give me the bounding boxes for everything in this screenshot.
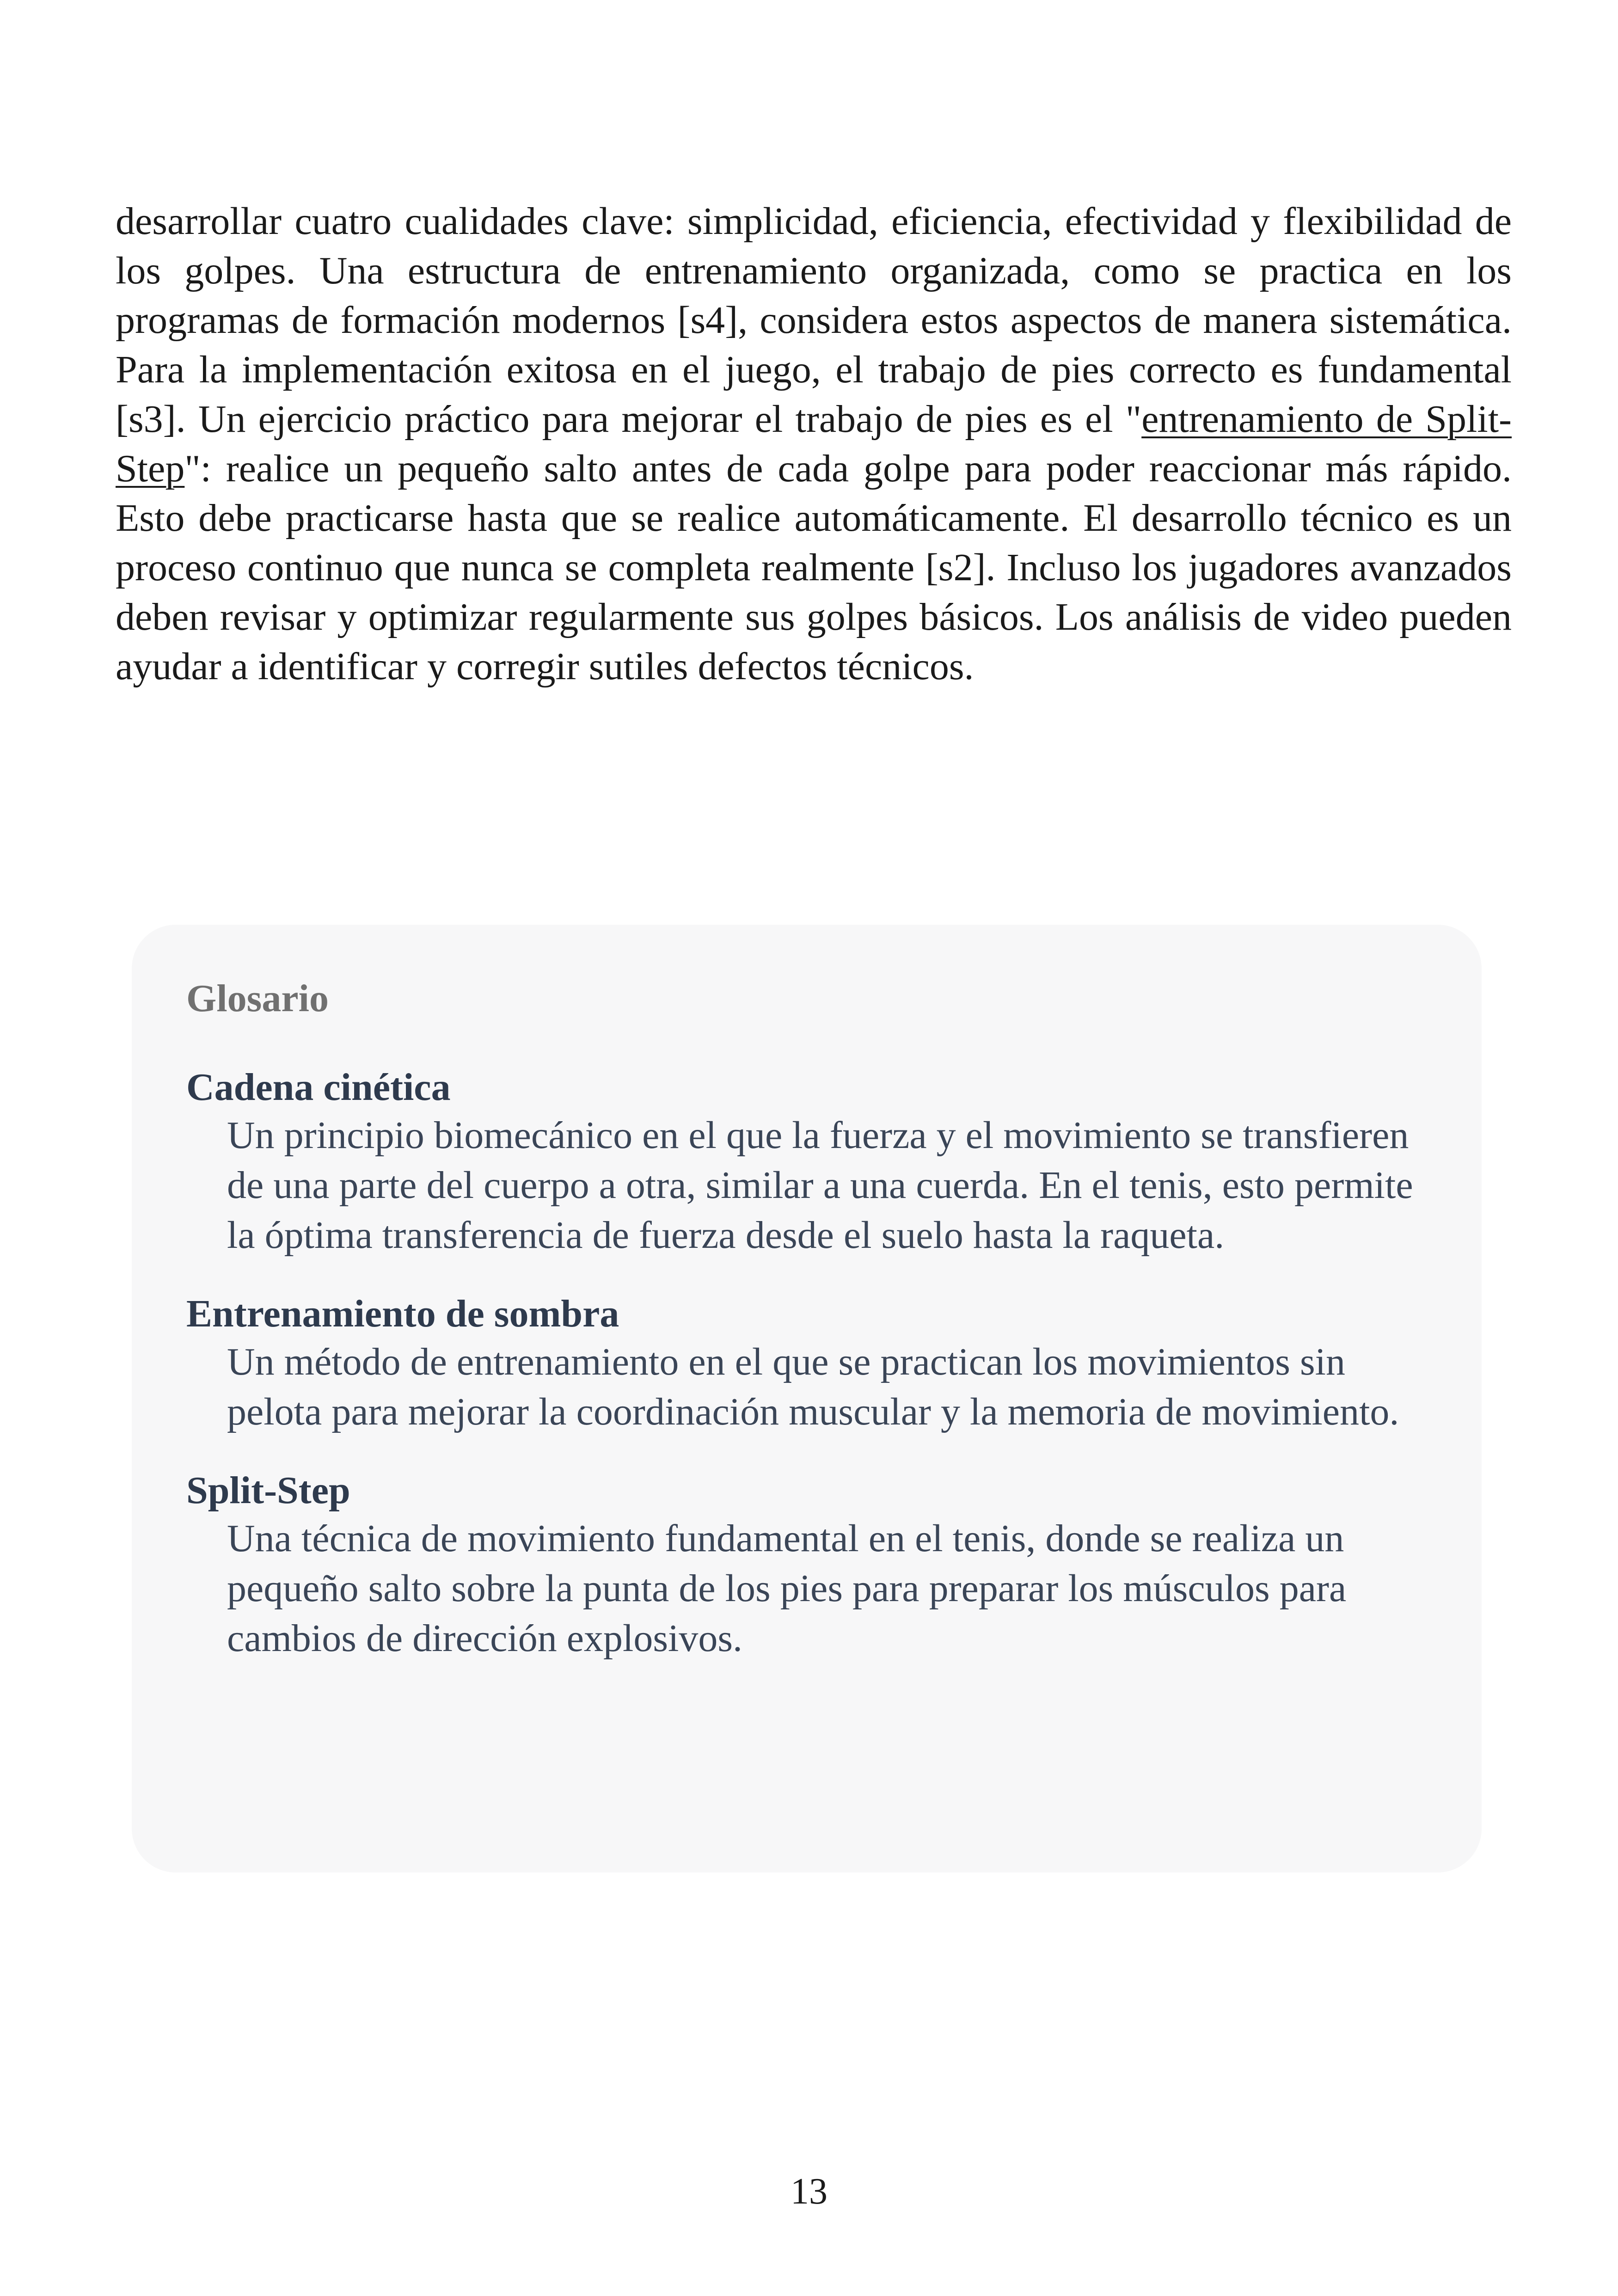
glossary-entry — [186, 1064, 1426, 1260]
glossary-term: Split-Step — [186, 1469, 350, 1512]
body-text-after-link: ": realice un pequeño salto antes de cada golpe para poder reaccionar más rápido. Esto debe practicarse hasta que se realice automáticamente. El desarrollo técnico es un proceso continuo que nunca se completa realmente [s2]. Incluso los jugadores avanzados deben revisar y optimizar regularmente sus golpes básicos. Los análisis de video pueden ayudar a identificar y corregir sutiles defectos técnicos. — [116, 447, 1512, 688]
glossary-definition: Un principio biomecánico en el que la fuerza y el movimiento se transfieren de una parte del cuerpo a otra, similar a una cuerda. En el tenis, esto permite la óptima transferencia de fuerza desde el suelo hasta la raqueta. — [227, 1114, 1413, 1257]
glossary-box — [132, 925, 1482, 1872]
body-text-before-link: desarrollar cuatro cualidades clave: simplicidad, eficiencia, efectividad y flexibilidad de los golpes. Una estructura de entrenamiento organizada, como se practica en los programas de formación modernos [s4], considera estos aspectos de manera sistemática. Para la implementación exitosa en el juego, el trabajo de pies correcto es fundamental [s3]. Un ejercicio práctico para mejorar el trabajo de pies es el " — [116, 200, 1512, 441]
page-number: 13 — [791, 2171, 827, 2212]
glossary-definition: Una técnica de movimiento fundamental en el tenis, donde se realiza un pequeño salto sobre la punta de los pies para preparar los músculos para cambios de dirección explosivos. — [227, 1517, 1347, 1660]
glossary-title: Glosario — [186, 977, 329, 1020]
glossary-definition: Un método de entrenamiento en el que se practican los movimientos sin pelota para mejorar la coordinación muscular y la memoria de movimiento. — [227, 1340, 1399, 1433]
glossary-entry — [186, 1467, 1426, 1664]
body-paragraph — [116, 196, 1512, 691]
split-step-training-link[interactable]: entrenamiento de Split-Step — [116, 398, 1512, 490]
glossary-term: Entrenamiento de sombra — [186, 1292, 619, 1335]
glossary-term: Cadena cinética — [186, 1066, 451, 1109]
glossary-entry — [186, 1291, 1426, 1437]
